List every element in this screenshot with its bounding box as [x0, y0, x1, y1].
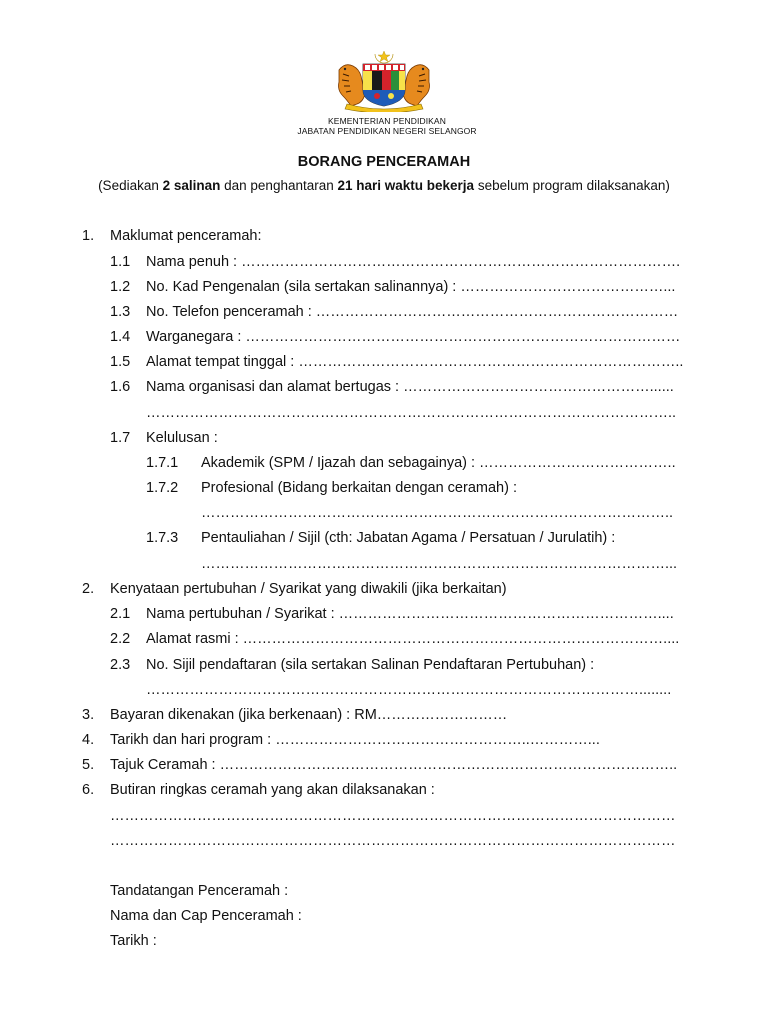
certification-label: Pentauliahan / Sijil (cth: Jabatan Agama / Persatuan / Jurulatih) : [201, 530, 616, 546]
item-number: 1.2 [110, 279, 131, 295]
citizenship-field[interactable]: Warganegara : ……………………………………………………………………………… [146, 329, 681, 345]
item-number: 1.7.3 [146, 530, 179, 546]
signature-label: Tandatangan Penceramah : [110, 883, 289, 899]
organisation-field[interactable]: Nama organisasi dan alamat bertugas : ……………………………………………...... [146, 379, 674, 395]
professional-field[interactable]: …………………………………………………………………………………….. [201, 505, 674, 521]
item-number: 1.3 [110, 304, 131, 320]
item-number: 6. [82, 782, 95, 798]
section-1-heading: Maklumat penceramah: [110, 228, 262, 244]
item-number: 2.1 [110, 606, 131, 622]
talk-title-field[interactable]: Tajuk Ceramah : ………………………………………………………………………………….. [110, 757, 678, 773]
ic-number-field[interactable]: No. Kad Pengenalan (sila sertakan salinannya) : ……………………………………... [146, 279, 676, 295]
item-number: 1.6 [110, 379, 131, 395]
item-number: 4. [82, 732, 95, 748]
item-number: 1.4 [110, 329, 131, 345]
ministry-line-1: KEMENTERIAN PENDIDIKAN [328, 116, 446, 126]
home-address-field[interactable]: Alamat tempat tinggal : …………………………………………………………………….. [146, 354, 684, 370]
form-title: BORANG PENCERAMAH [297, 154, 471, 170]
academic-field[interactable]: Akademik (SPM / Ijazah dan sebagainya) : ………………………………….. [201, 455, 676, 471]
item-number: 2.3 [110, 657, 131, 673]
ministry-name [0, 116, 768, 136]
qualifications-heading: Kelulusan : [146, 430, 218, 446]
item-number: 1.7.1 [146, 455, 179, 471]
section-2-heading: Kenyataan pertubuhan / Syarikat yang diwakili (jika berkaitan) [110, 581, 507, 597]
letterhead [0, 50, 768, 136]
item-number: 1.5 [110, 354, 131, 370]
date-label: Tarikh : [110, 933, 157, 949]
talk-summary-field-2[interactable]: ……………………………………………………………………………………………………… [110, 833, 676, 849]
coat-of-arms-logo [329, 50, 439, 112]
fee-field[interactable]: Bayaran dikenakan (jika berkenaan) : RM……………………… [110, 707, 508, 723]
talk-summary-field-1[interactable]: ……………………………………………………………………………………………………… [110, 808, 676, 824]
item-number: 5. [82, 757, 95, 773]
organisation-name-field[interactable]: Nama pertubuhan / Syarikat : ………………………………………………………….... [146, 606, 674, 622]
item-number: 1.7.2 [146, 480, 179, 496]
name-stamp-label: Nama dan Cap Penceramah : [110, 908, 302, 924]
official-address-field[interactable]: Alamat rasmi : …………………………………………………………………………….... [146, 631, 680, 647]
organisation-field-continuation[interactable]: ……………………………………………………………………………………………….. [146, 405, 677, 421]
registration-field[interactable]: …………………………………………………………………………………………........ [146, 682, 672, 698]
talk-summary-label: Butiran ringkas ceramah yang akan dilaksanakan : [110, 782, 435, 798]
full-name-field[interactable]: Nama penuh : ………………………………………………………………………………. [146, 254, 681, 270]
phone-field[interactable]: No. Telefon penceramah : ………………………………………………………………… [146, 304, 679, 320]
item-number: 1.1 [110, 254, 131, 270]
certification-field[interactable]: ……………………………………………………………………………………... [201, 556, 678, 572]
ministry-line-2: JABATAN PENDIDIKAN NEGERI SELANGOR [297, 126, 477, 136]
program-date-field[interactable]: Tarikh dan hari program : ……………………………………………..…………... [110, 732, 600, 748]
item-number: 2. [82, 581, 95, 597]
item-number: 1. [82, 228, 95, 244]
form-subtitle: (Sediakan 2 salinan dan penghantaran 21 hari waktu bekerja sebelum program dilaksanakan) [98, 178, 670, 193]
professional-label: Profesional (Bidang berkaitan dengan ceramah) : [201, 480, 517, 496]
item-number: 1.7 [110, 430, 131, 446]
item-number: 2.2 [110, 631, 131, 647]
registration-label: No. Sijil pendaftaran (sila sertakan Salinan Pendaftaran Pertubuhan) : [146, 657, 595, 673]
item-number: 3. [82, 707, 95, 723]
